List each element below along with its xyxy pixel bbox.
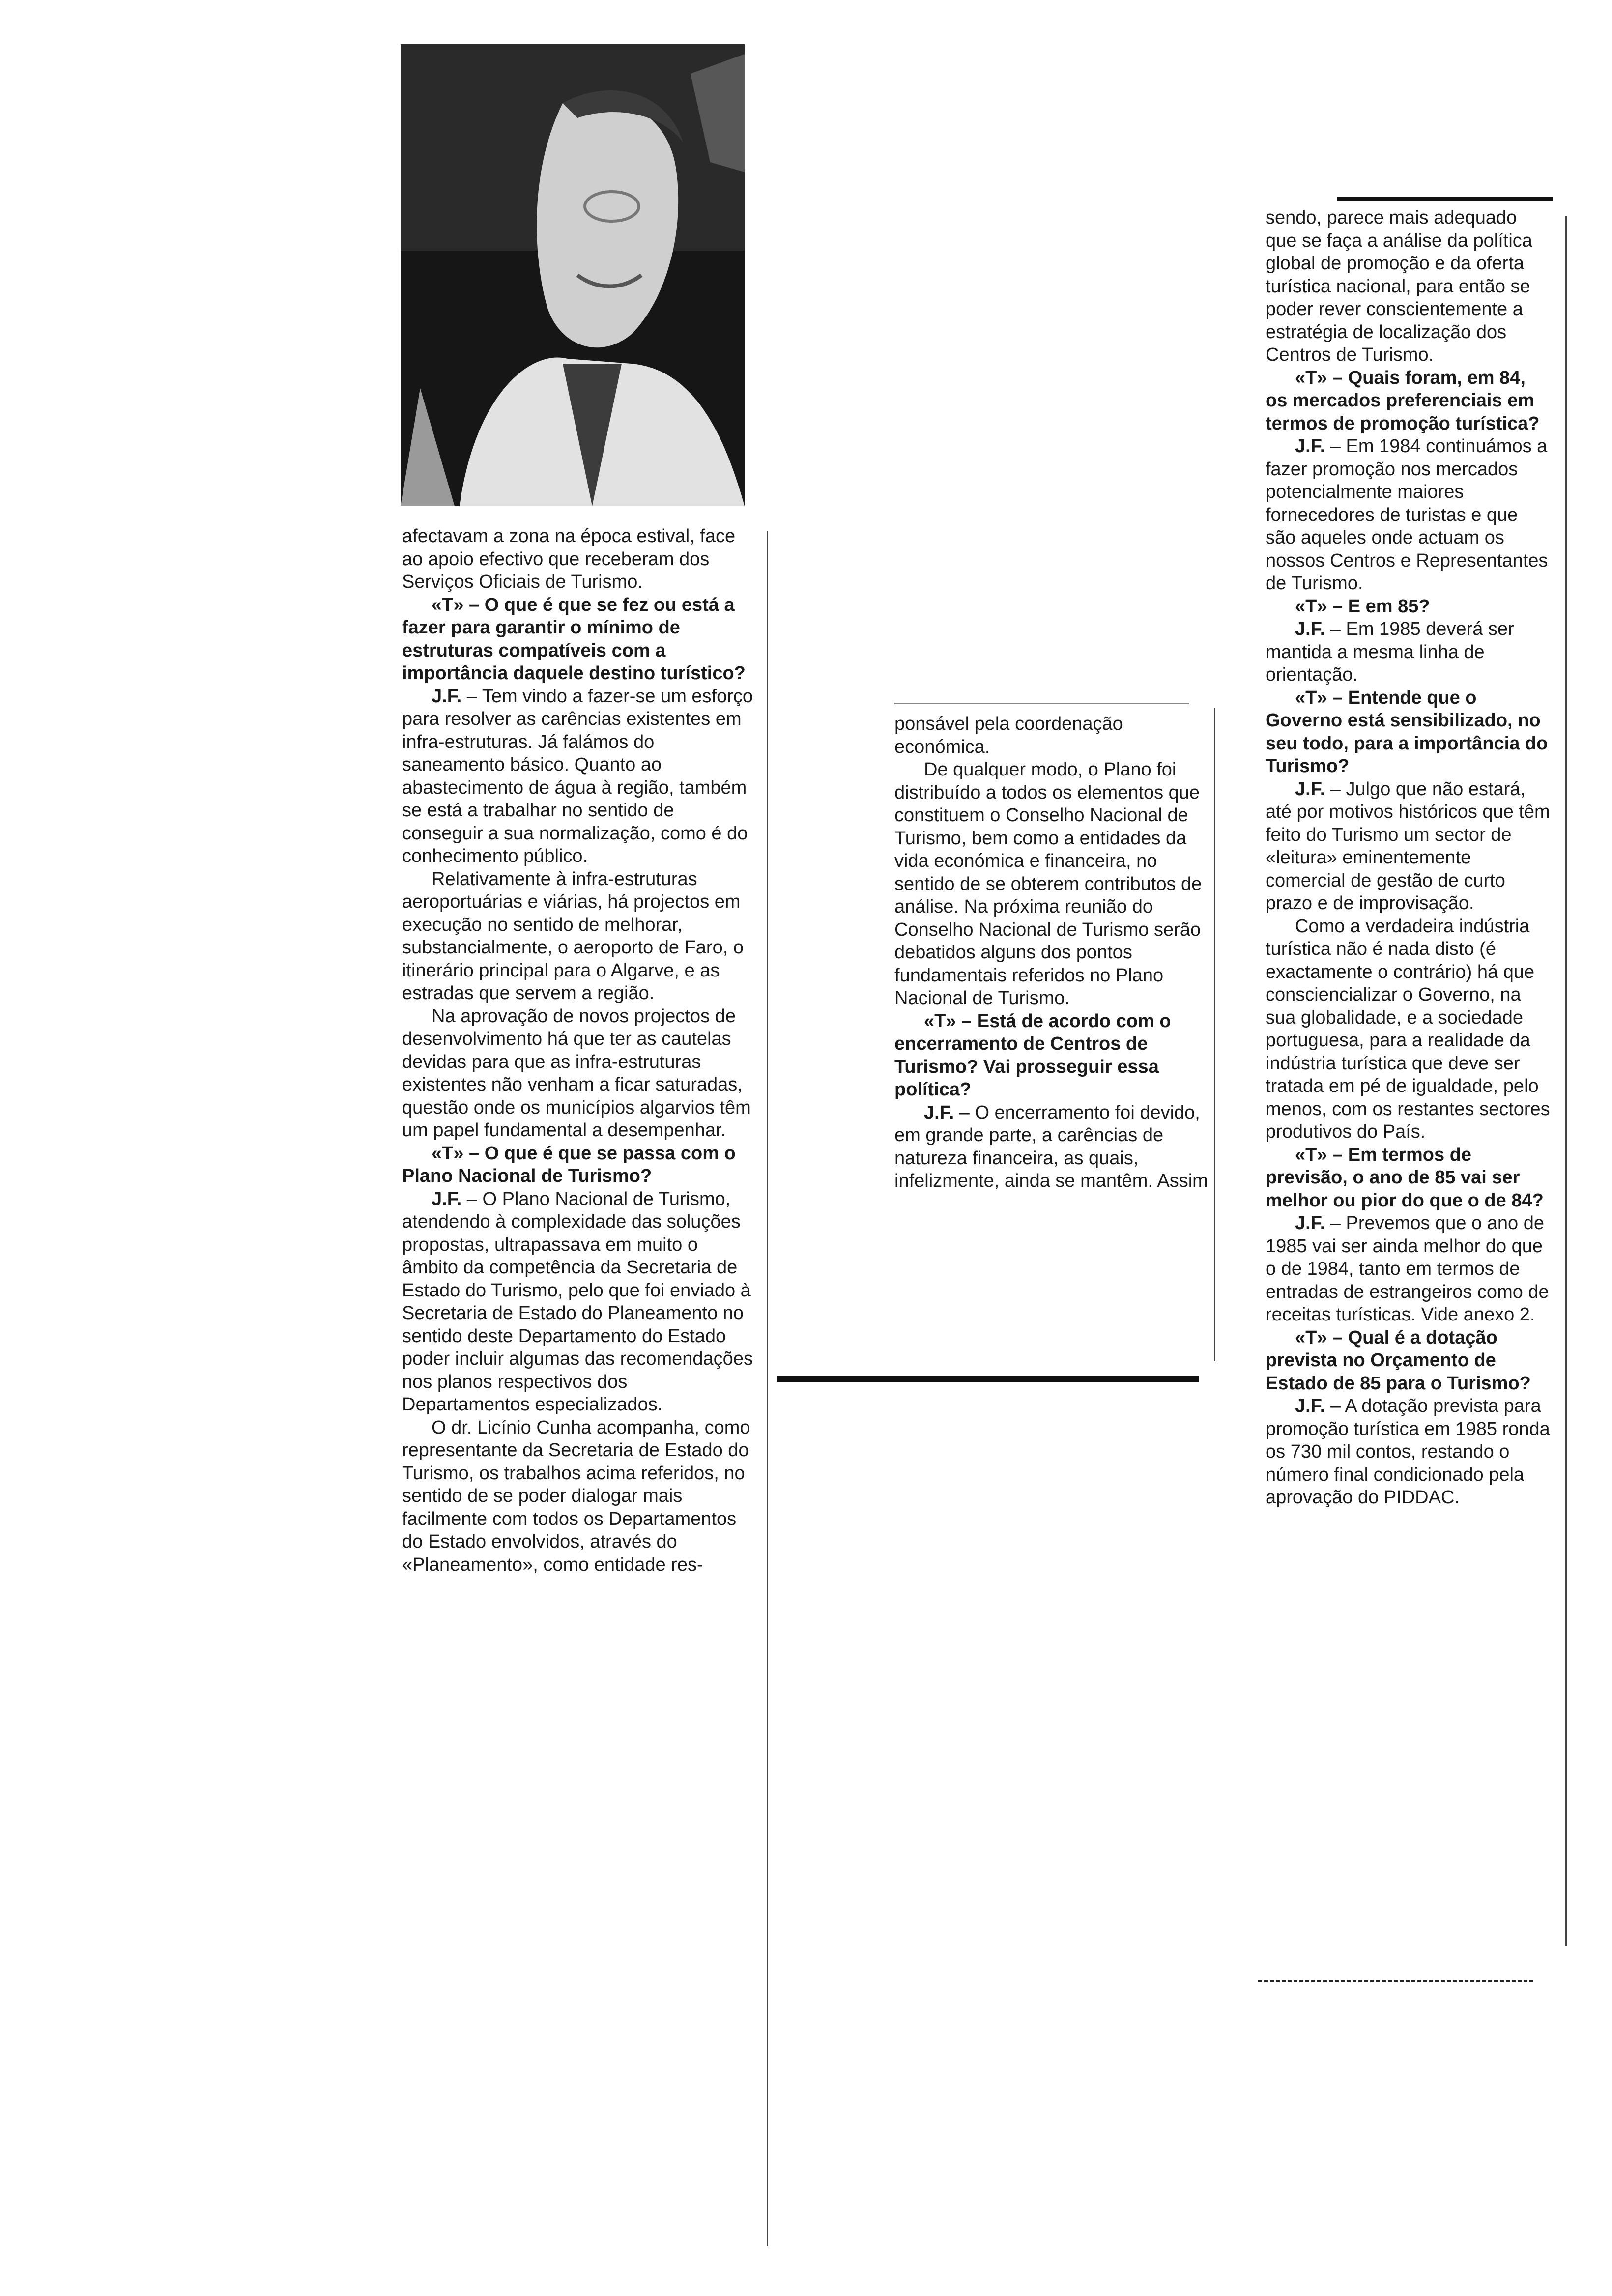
column-divider-right [1565,216,1567,1946]
portrait-photo-icon [401,44,745,506]
speaker-label: J.F. [1295,436,1325,457]
interview-question [1266,1326,1551,1395]
paragraph-text: «T» – O que é que se fez ou está a fazer para garantir o mínimo de estruturas compatíveis com a importância daquele destino turístico? [402,594,746,684]
speaker-label: J.F. [432,686,462,707]
paragraph [1266,1395,1551,1509]
paragraph-text: – Tem vindo a fazer-se um esforço para resolver as carências existentes em infra-estruturas. Já falámos do saneamento básico. Quanto ao abastecimento de água à região, também se está a trabalhar no sentido de conseguir a sua normalização, como é do conhecimento público. [402,686,753,866]
column-divider-left [767,531,768,2246]
speaker-label: J.F. [1295,619,1325,639]
portrait-photo [401,44,745,506]
interview-question [402,1142,756,1188]
speaker-label: J.F. [1295,778,1325,800]
paragraph [894,713,1209,758]
article-column-middle [894,713,1209,1193]
paragraph [402,685,756,868]
box-rule-bottom [777,1376,1199,1382]
paragraph-text: «T» – Em termos de previsão, o ano de 85 vai ser melhor ou pior do que o de 84? [1266,1144,1544,1211]
paragraph-text: Relativamente à infra-estruturas aeroportuárias e viárias, há projectos em execução no sentido de melhorar, substancialmente, o aeroporto de Faro, o itinerário principal para o Algarve, e as estradas que servem a região. [402,868,744,1004]
paragraph [402,1416,756,1577]
paragraph-text: – O Plano Nacional de Turismo, atendendo à complexidade das soluções propostas, ultrapassava em muito o âmbito da competência da Secretaria de Estado do Turismo, pelo que foi enviado à Secretaria de Estado do Planeamento no sentido deste Departamento do Estado poder incluir algumas das recomendações nos planos respectivos dos Departamentos especializados. [402,1188,753,1415]
paragraph-text: sendo, parece mais adequado que se faça a análise da política global de promoção e da oferta turística nacional, para então se poder rever conscientemente a estratégia de localização dos Centros de Turismo. [1266,207,1532,365]
interview-question [1266,687,1551,778]
paragraph-text: «T» – E em 85? [1295,596,1430,617]
paragraph-text: – A dotação prevista para promoção turística em 1985 ronda os 730 mil contos, restando o número final condicionado pela aprovação do PIDDAC. [1266,1396,1550,1508]
column-end-rule-right [1258,1980,1533,1982]
paragraph-text: «T» – Qual é a dotação prevista no Orçamento de Estado de 85 para o Turismo? [1266,1327,1531,1394]
paragraph [402,868,756,1005]
paragraph-text: «T» – Está de acordo com o encerramento de Centros de Turismo? Vai prosseguir essa política? [894,1010,1171,1100]
article-column-right [1266,206,1551,1509]
paragraph [1266,435,1551,595]
speaker-label: J.F. [432,1188,462,1209]
box-rule-top [894,703,1189,704]
paragraph-text: «T» – Entende que o Governo está sensibilizado, no seu todo, para a importância do Turismo? [1266,687,1548,776]
paragraph-text: – O encerramento foi devido, em grande parte, a carências de natureza financeira, as quais, infelizmente, ainda se mantêm. Assim [894,1102,1208,1191]
paragraph [1266,1212,1551,1326]
paragraph-text: – Prevemos que o ano de 1985 vai ser ainda melhor do que o de 1984, tanto em termos de entradas de estrangeiros como de receitas turísticas. Vide anexo 2. [1266,1213,1549,1325]
interview-question [402,594,756,685]
paragraph [402,525,756,594]
paragraph-text: De qualquer modo, o Plano foi distribuído a todos os elementos que constituem o Conselho Nacional de Turismo, bem como a entidades da vida económica e financeira, no sentido de se obterem contributos de análise. Na próxima reunião do Conselho Nacional de Turismo serão debatidos alguns dos pontos fundamentais referidos no Plano Nacional de Turismo. [894,759,1202,1008]
paragraph [894,1101,1209,1193]
column-divider-middle [1214,708,1215,1361]
speaker-label: J.F. [924,1102,954,1123]
paragraph-text: ponsável pela coordenação económica. [894,714,1123,757]
paragraph [402,1005,756,1142]
paragraph-text: – Julgo que não estará, até por motivos históricos que têm feito do Turismo um sector de «leitura» eminentemente comercial de gestão de curto prazo e de improvisação. [1266,778,1550,914]
paragraph [1266,618,1551,687]
interview-question [1266,367,1551,435]
paragraph [402,1188,756,1416]
paragraph [1266,778,1551,915]
paragraph-text: – Em 1984 continuámos a fazer promoção nos mercados potencialmente maiores fornecedores de turistas e que são aqueles onde actuam os nossos Centros e Representantes de Turismo. [1266,436,1548,594]
article-column-left [402,525,756,1576]
paragraph-text: afectavam a zona na época estival, face ao apoio efectivo que receberam dos Serviços Oficiais de Turismo. [402,526,736,592]
paragraph-text: «T» – Quais foram, em 84, os mercados preferenciais em termos de promoção turística? [1266,367,1540,434]
paragraph-text: Como a verdadeira indústria turística não é nada disto (é exactamente o contrário) há que consciencializar o Governo, na sua globalidade, e a sociedade portuguesa, para a realidade da indústria turística que deve ser tratada em pé de igualdade, pelo menos, com os restantes sectores produtivos do País. [1266,916,1550,1142]
interview-question [1266,595,1551,618]
paragraph-text: Na aprovação de novos projectos de desenvolvimento há que ter as cautelas devidas para que as infra-estruturas existentes não venham a ficar saturadas, questão onde os municípios algarvios têm um papel fundamental a desempenhar. [402,1005,751,1141]
paragraph-text: «T» – O que é que se passa com o Plano Nacional de Turismo? [402,1143,736,1186]
interview-question [894,1010,1209,1101]
speaker-label: J.F. [1295,1213,1325,1234]
paragraph [1266,915,1551,1144]
paragraph-text: O dr. Licínio Cunha acompanha, como representante da Secretaria de Estado do Turismo, os trabalhos acima referidos, no sentido de se poder dialogar mais facilmente com todos os Departamentos do Estado envolvidos, através do «Planeamento», como entidade res- [402,1417,750,1575]
speaker-label: J.F. [1295,1396,1325,1416]
paragraph-text: – Em 1985 deverá ser mantida a mesma linha de orientação. [1266,619,1514,685]
column-top-rule-right [1337,197,1553,201]
interview-question [1266,1144,1551,1212]
paragraph [894,758,1209,1010]
paragraph [1266,206,1551,367]
